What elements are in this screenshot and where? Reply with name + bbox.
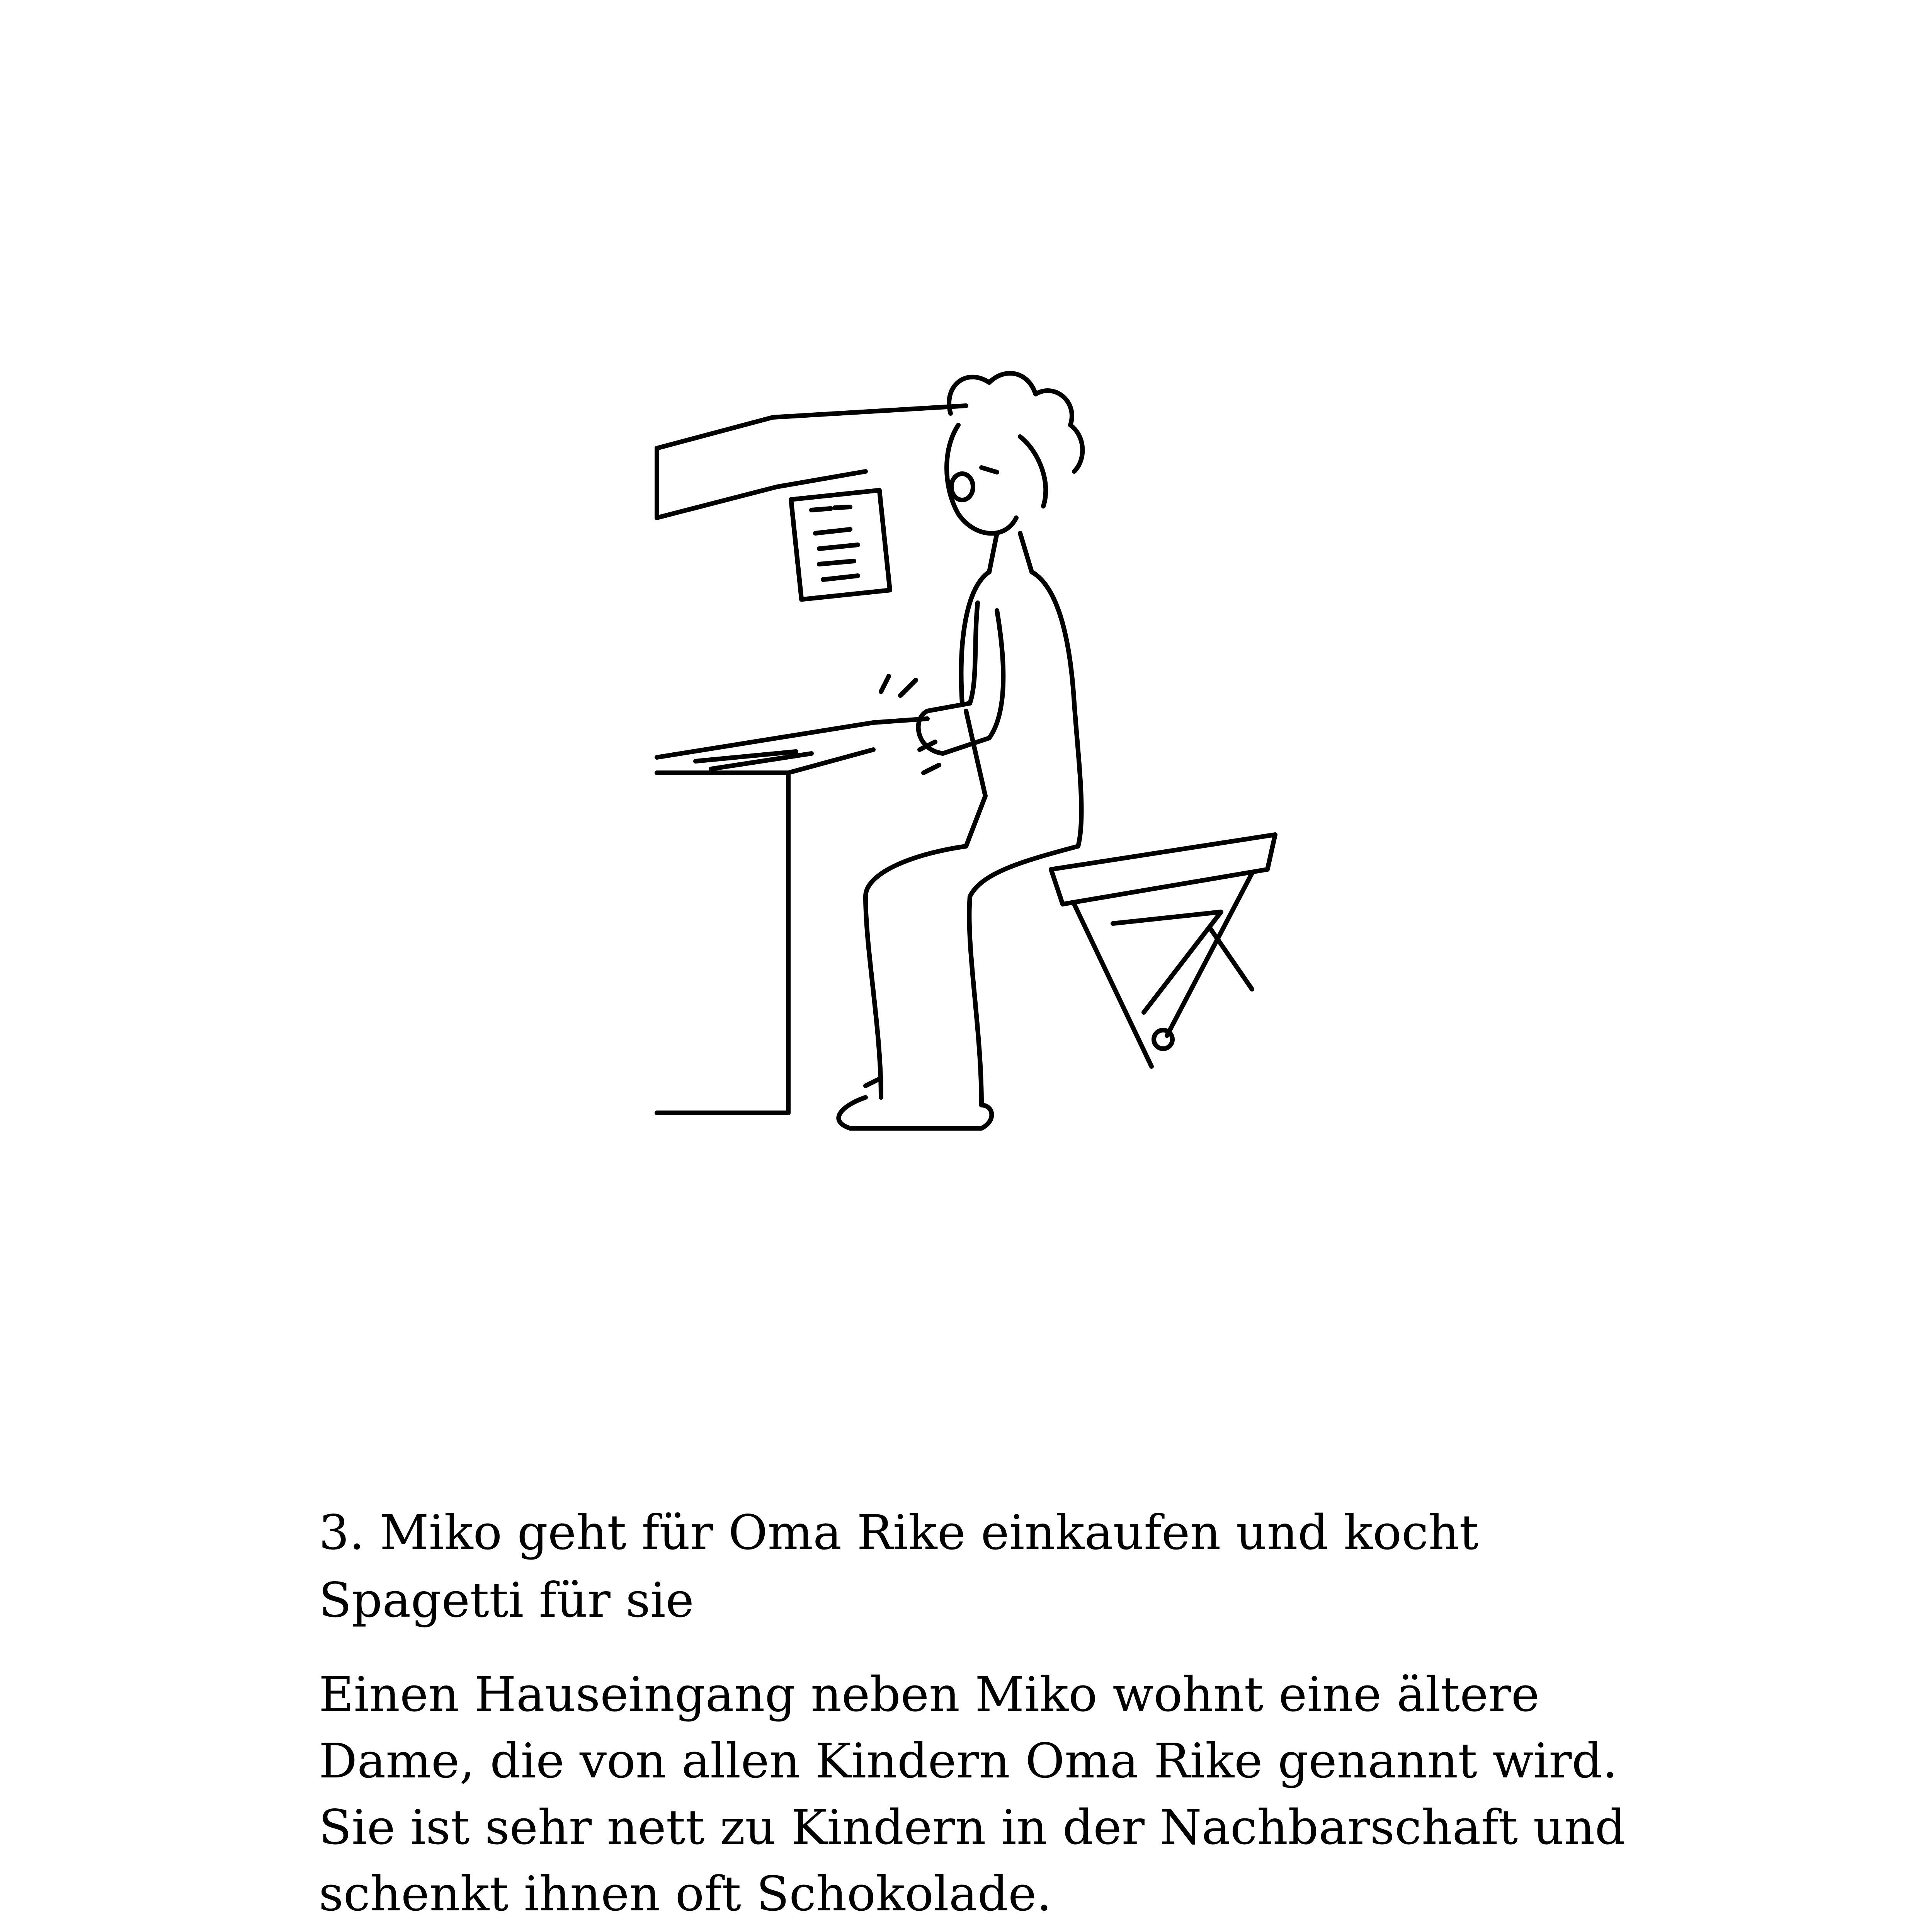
drawing-svg [649,371,1314,1163]
chapter-heading-line: Spagetti für sie [319,1573,694,1628]
piano-player-illustration [649,371,1314,1163]
chapter-heading-line: 3. Miko geht für Oma Rike einkaufen und kocht [319,1505,1479,1561]
body-paragraph [319,1662,1626,1927]
paragraph-line: Dame, die von allen Kindern Oma Rike genannt wird. [319,1733,1618,1789]
paragraph-line: Einen Hauseingang neben Miko wohnt eine ältere [319,1667,1540,1723]
paragraph-line: schenkt ihnen oft Schokolade. [319,1866,1052,1922]
text-block [319,1499,1626,1927]
paragraph-line: Sie ist sehr nett zu Kindern in der Nachbarschaft und [319,1800,1626,1855]
chapter-heading [319,1499,1594,1634]
